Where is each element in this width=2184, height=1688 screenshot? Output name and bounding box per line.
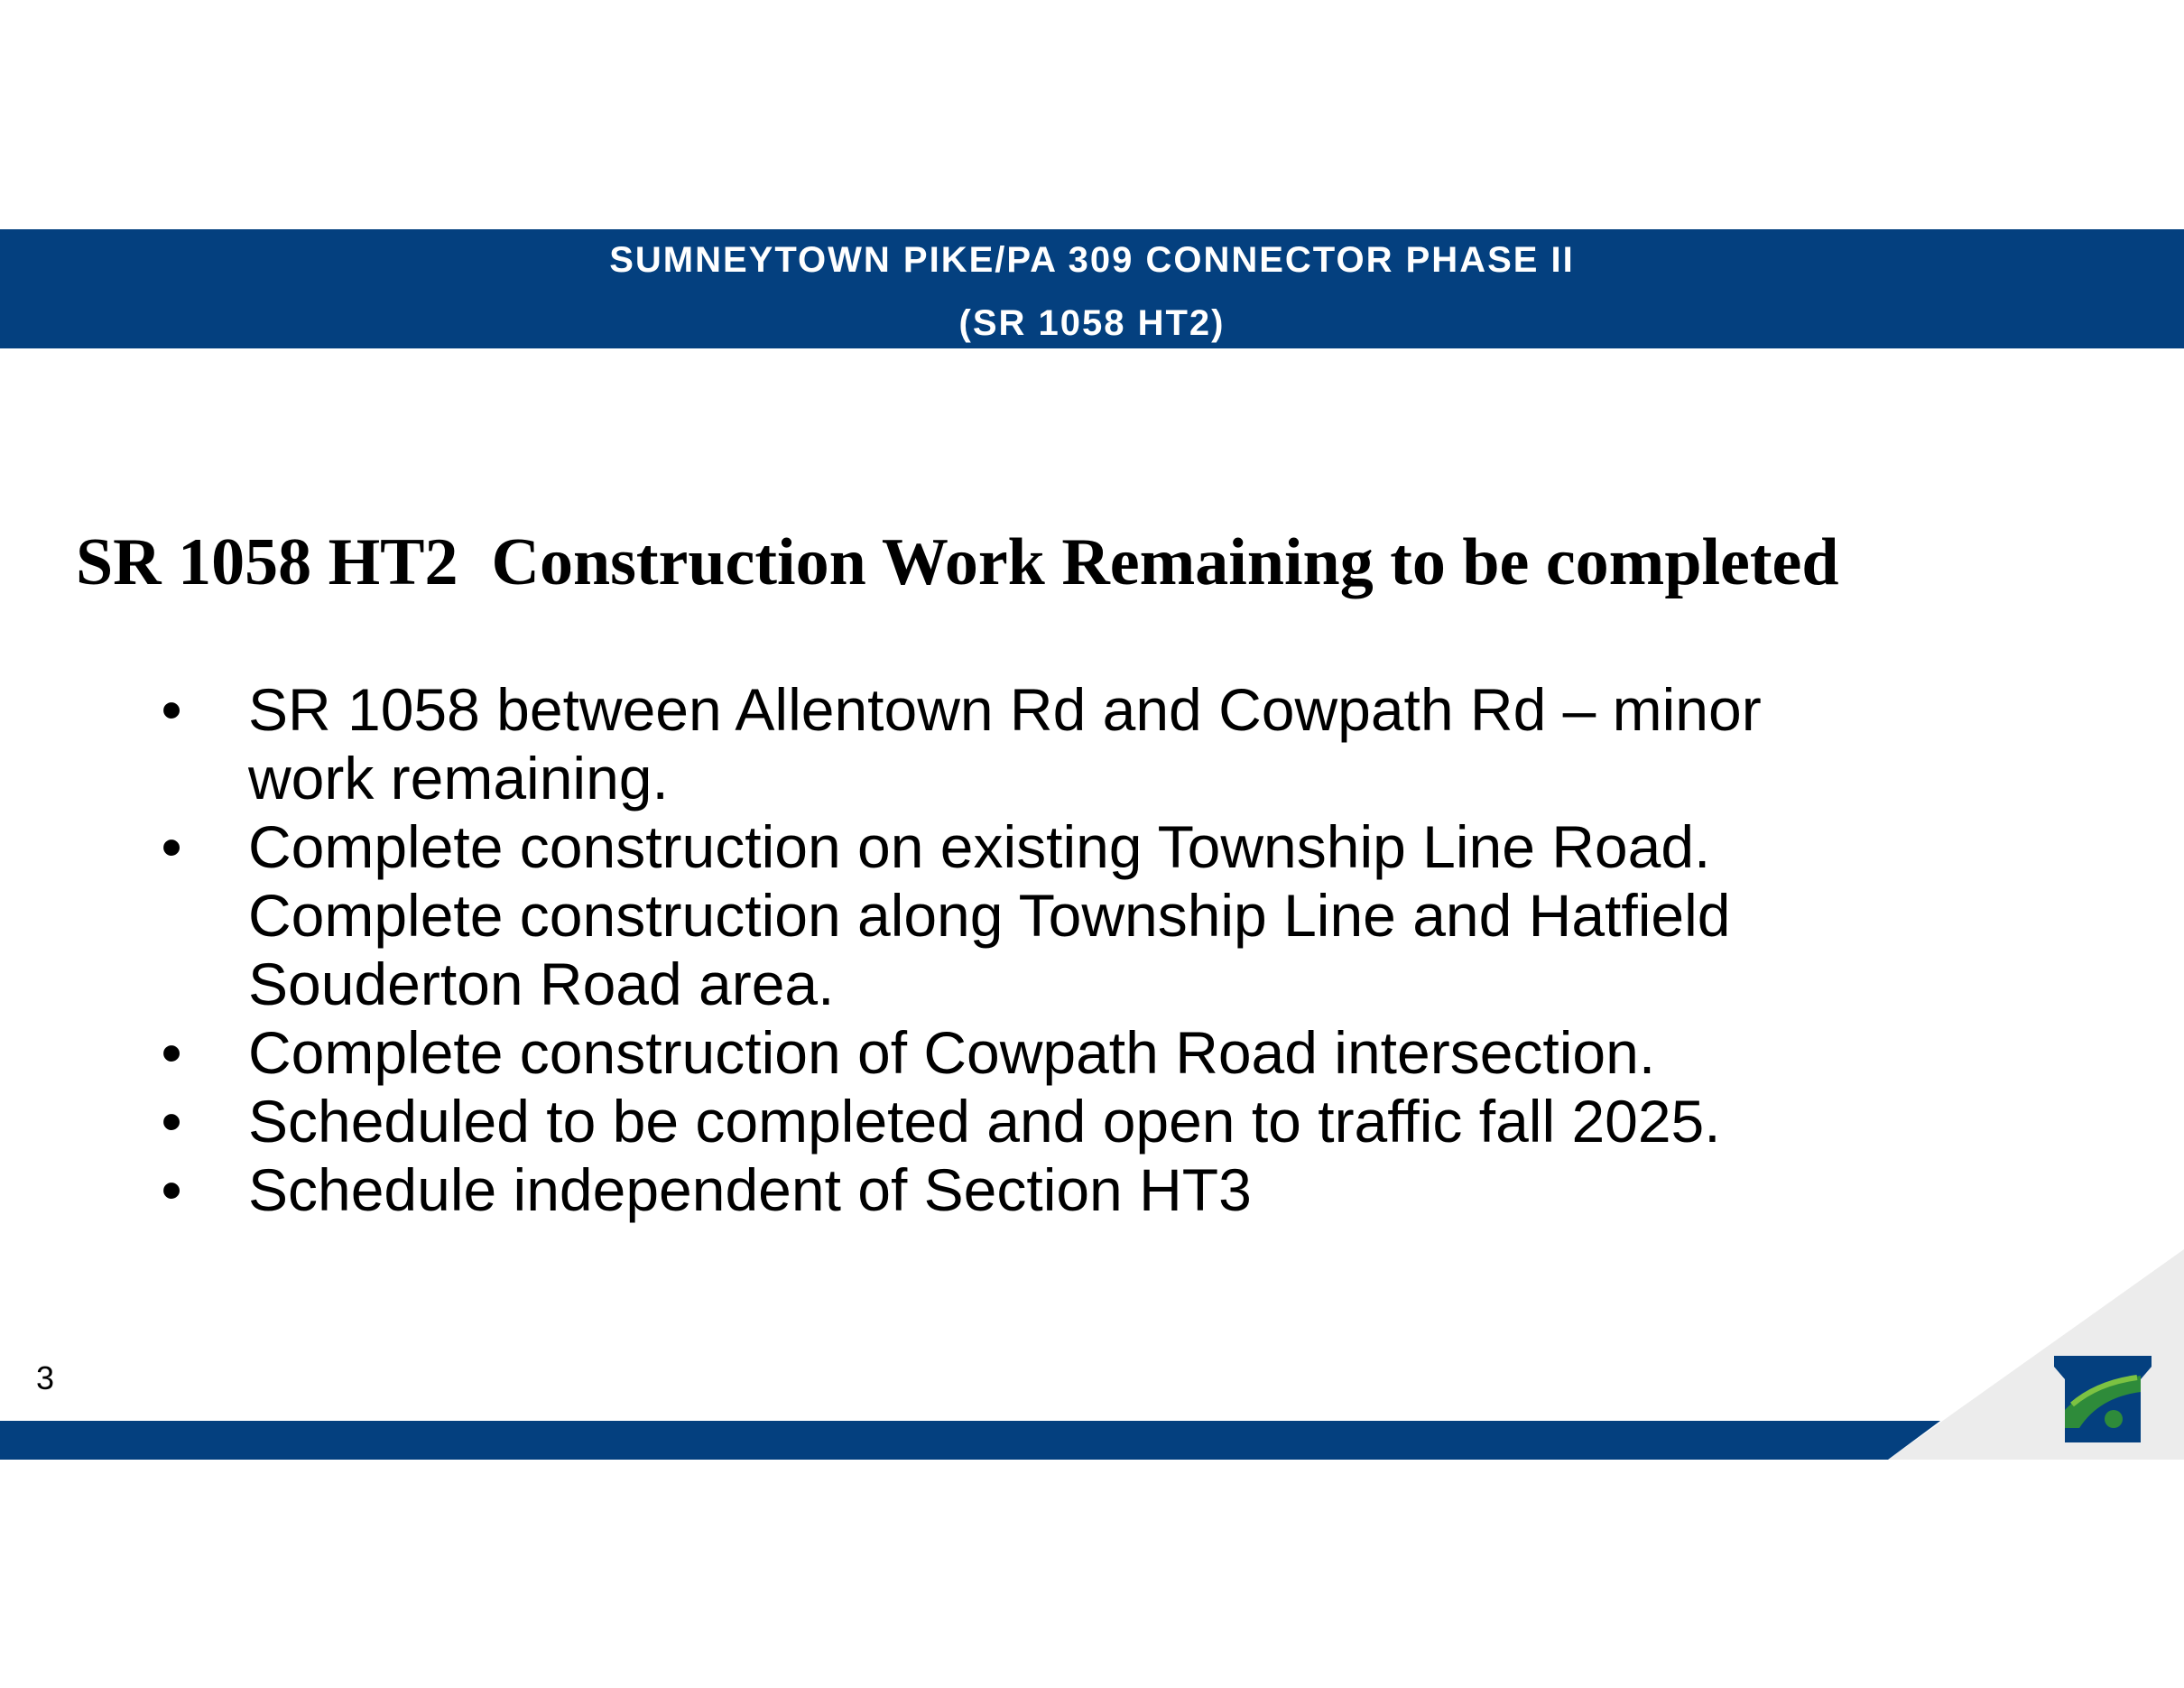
bullet-text-line: Complete construction of Cowpath Road intersection. — [248, 1019, 1656, 1086]
bullet-point-icon: • — [161, 676, 182, 743]
bullet-point-icon: • — [161, 1088, 182, 1155]
bullet-point-icon: • — [161, 813, 182, 880]
slide-title: SR 1058 HT2 Construction Work Remaining to be completed — [76, 525, 1839, 599]
bullet-text-line: Complete construction on existing Township Line Road. — [248, 813, 1711, 880]
bullet-text-line: SR 1058 between Allentown Rd and Cowpath Rd – minor — [248, 676, 1762, 743]
bullet-point-icon: • — [161, 1156, 182, 1223]
bullet-item — [153, 1018, 1958, 1087]
bullet-text-line: work remaining. — [248, 745, 669, 812]
bullet-item — [153, 1087, 1958, 1155]
bullet-point-icon: • — [161, 1019, 182, 1086]
bullet-text-line: Schedule independent of Section HT3 — [248, 1156, 1252, 1223]
keystone-logo-icon — [2054, 1356, 2152, 1442]
bullet-text-line: Complete construction along Township Line and Hatfield — [248, 882, 1731, 949]
bullet-item — [153, 1155, 1958, 1224]
bullet-text-line: Scheduled to be completed and open to traffic fall 2025. — [248, 1088, 1721, 1155]
header-project-code: (SR 1058 HT2) — [958, 303, 1226, 343]
bullet-item — [153, 812, 1958, 1018]
bullet-text-line: Souderton Road area. — [248, 951, 835, 1017]
header-project-name: SUMNEYTOWN PIKE/PA 309 CONNECTOR PHASE II — [609, 240, 1575, 280]
page-number: 3 — [36, 1359, 55, 1396]
bullet-list — [153, 675, 1958, 1224]
header-banner — [0, 229, 2184, 348]
bullet-item — [153, 675, 1958, 812]
